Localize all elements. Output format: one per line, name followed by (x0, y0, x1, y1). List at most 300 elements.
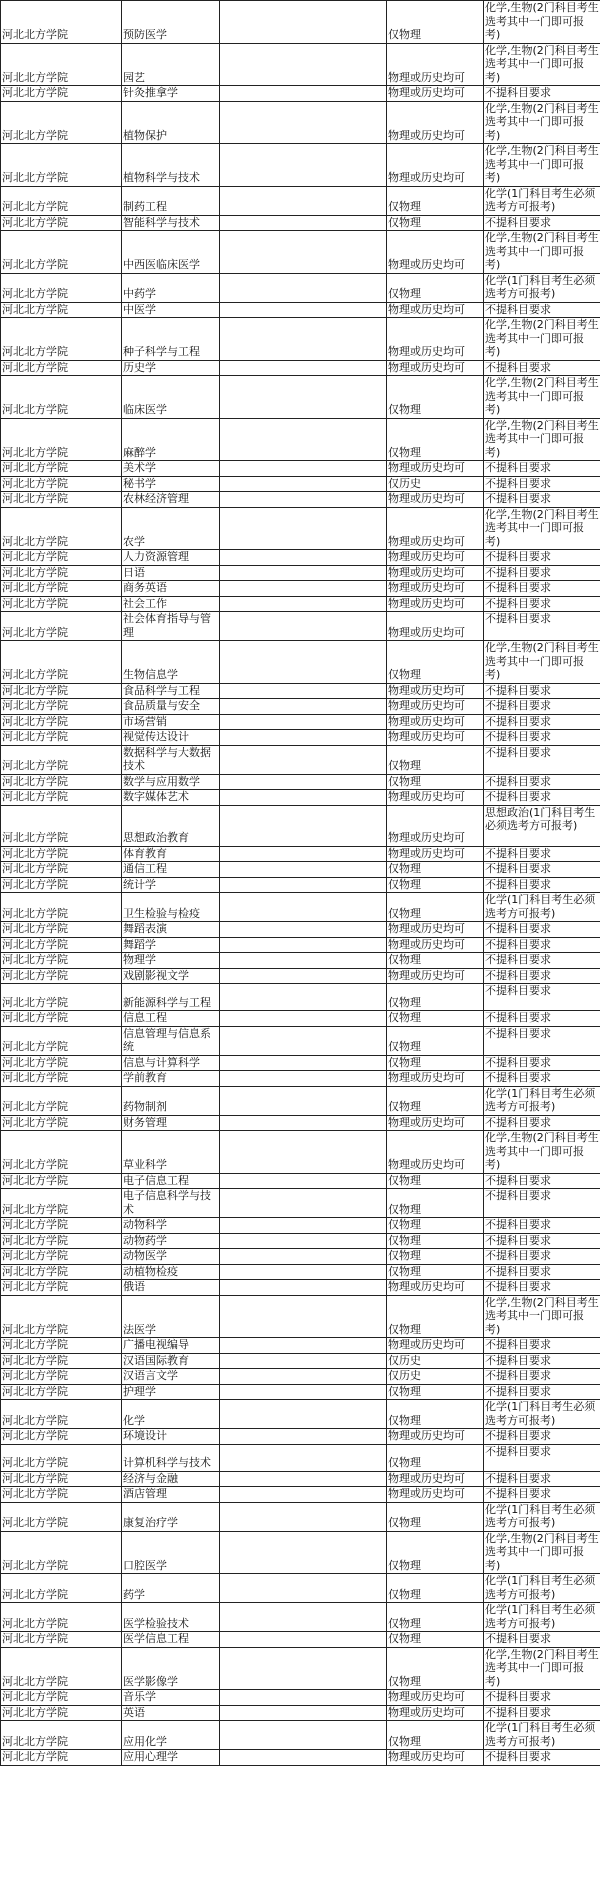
subject-cell: 仅物理 (387, 186, 484, 215)
empty-cell (220, 43, 387, 86)
empty-cell (220, 683, 387, 699)
school-cell: 河北北方学院 (1, 1280, 122, 1296)
empty-cell (220, 550, 387, 566)
major-cell: 物理学 (122, 953, 220, 969)
school-cell: 河北北方学院 (1, 86, 122, 102)
major-cell: 舞蹈学 (122, 937, 220, 953)
school-cell: 河北北方学院 (1, 596, 122, 612)
major-cell: 医学信息工程 (122, 1632, 220, 1648)
subject-cell: 物理或历史均可 (387, 846, 484, 862)
requirement-cell: 化学(1门科目考生必须选考方可报考) (484, 1400, 600, 1429)
table-row (1, 937, 600, 953)
major-cell: 新能源科学与工程 (122, 984, 220, 1011)
major-cell: 药学 (122, 1574, 220, 1603)
subject-cell: 仅物理 (387, 1086, 484, 1115)
major-cell: 历史学 (122, 360, 220, 376)
requirement-cell: 不提科目要求 (484, 1026, 600, 1055)
empty-cell (220, 1400, 387, 1429)
requirement-cell: 化学(1门科目考生必须选考方可报考) (484, 273, 600, 302)
subject-cell: 仅历史 (387, 476, 484, 492)
empty-cell (220, 922, 387, 938)
table-row (1, 550, 600, 566)
school-cell: 河北北方学院 (1, 215, 122, 231)
table-row (1, 1218, 600, 1234)
requirement-cell: 不提科目要求 (484, 699, 600, 715)
subject-cell: 仅物理 (387, 1233, 484, 1249)
empty-cell (220, 1055, 387, 1071)
major-cell: 商务英语 (122, 581, 220, 597)
subject-cell: 仅物理 (387, 1173, 484, 1189)
major-cell: 动物医学 (122, 1249, 220, 1265)
empty-cell (220, 968, 387, 984)
table-row (1, 1632, 600, 1648)
table-row (1, 1280, 600, 1296)
table-row (1, 1603, 600, 1632)
requirement-cell: 思想政治(1门科目考生必须选考方可报考) (484, 805, 600, 846)
major-cell: 社会工作 (122, 596, 220, 612)
empty-cell (220, 1429, 387, 1445)
subject-cell: 物理或历史均可 (387, 612, 484, 641)
table-row (1, 1369, 600, 1385)
school-cell: 河北北方学院 (1, 1750, 122, 1766)
subject-cell: 仅物理 (387, 273, 484, 302)
empty-cell (220, 1705, 387, 1721)
empty-cell (220, 1, 387, 44)
major-cell: 临床医学 (122, 376, 220, 419)
school-cell: 河北北方学院 (1, 273, 122, 302)
empty-cell (220, 1574, 387, 1603)
subject-cell: 物理或历史均可 (387, 86, 484, 102)
major-cell: 音乐学 (122, 1690, 220, 1706)
subject-cell: 物理或历史均可 (387, 43, 484, 86)
empty-cell (220, 1750, 387, 1766)
major-cell: 经济与金融 (122, 1471, 220, 1487)
major-cell: 应用化学 (122, 1721, 220, 1750)
requirement-cell: 不提科目要求 (484, 596, 600, 612)
empty-cell (220, 1471, 387, 1487)
requirement-cell: 不提科目要求 (484, 1280, 600, 1296)
school-cell: 河北北方学院 (1, 846, 122, 862)
empty-cell (220, 581, 387, 597)
school-cell: 河北北方学院 (1, 1632, 122, 1648)
empty-cell (220, 790, 387, 806)
subject-cell: 仅物理 (387, 1189, 484, 1218)
subject-cell: 仅物理 (387, 1026, 484, 1055)
table-row (1, 745, 600, 774)
major-cell: 市场营销 (122, 714, 220, 730)
subject-cell: 物理或历史均可 (387, 714, 484, 730)
major-cell: 汉语言文学 (122, 1369, 220, 1385)
school-cell: 河北北方学院 (1, 376, 122, 419)
empty-cell (220, 273, 387, 302)
school-cell: 河北北方学院 (1, 302, 122, 318)
major-cell: 口腔医学 (122, 1531, 220, 1574)
table-row (1, 774, 600, 790)
table-row (1, 1502, 600, 1531)
empty-cell (220, 1173, 387, 1189)
subject-cell: 物理或历史均可 (387, 565, 484, 581)
empty-cell (220, 984, 387, 1011)
requirement-cell: 不提科目要求 (484, 877, 600, 893)
school-cell: 河北北方学院 (1, 893, 122, 922)
school-cell: 河北北方学院 (1, 550, 122, 566)
requirement-cell: 化学,生物(2门科目考生选考其中一门即可报考) (485, 318, 599, 358)
school-cell: 河北北方学院 (1, 43, 122, 86)
major-cell: 日语 (122, 565, 220, 581)
requirement-cell: 化学,生物(2门科目考生选考其中一门即可报考) (485, 1531, 599, 1572)
subject-cell: 物理或历史均可 (387, 1487, 484, 1503)
subject-cell: 仅物理 (387, 745, 484, 774)
school-cell: 河北北方学院 (1, 683, 122, 699)
major-cell: 信息工程 (122, 1011, 220, 1027)
subject-cell: 仅物理 (387, 1295, 484, 1338)
major-cell: 人力资源管理 (122, 550, 220, 566)
requirement-cell: 不提科目要求 (484, 774, 600, 790)
subject-cell: 仅物理 (387, 1218, 484, 1234)
requirement-cell: 不提科目要求 (484, 612, 600, 641)
subject-cell: 物理或历史均可 (387, 1750, 484, 1766)
empty-cell (220, 1264, 387, 1280)
empty-cell (220, 1115, 387, 1131)
school-cell: 河北北方学院 (1, 1233, 122, 1249)
requirement-cell: 不提科目要求 (484, 846, 600, 862)
table-row (1, 215, 600, 231)
school-cell: 河北北方学院 (1, 1690, 122, 1706)
table-row (1, 922, 600, 938)
table-row (1, 273, 600, 302)
requirement-cell: 化学(1门科目考生必须选考方可报考) (484, 1502, 600, 1531)
table-row (1, 476, 600, 492)
school-cell: 河北北方学院 (1, 1603, 122, 1632)
empty-cell (220, 1444, 387, 1471)
requirement-cell: 化学,生物(2门科目考生选考其中一门即可报考) (485, 1295, 599, 1336)
school-cell: 河北北方学院 (1, 1055, 122, 1071)
major-cell: 法医学 (122, 1295, 220, 1338)
empty-cell (220, 893, 387, 922)
subject-cell: 仅物理 (387, 1632, 484, 1648)
subject-cell: 仅物理 (387, 1721, 484, 1750)
requirement-cell: 不提科目要求 (484, 1690, 600, 1706)
table-row (1, 641, 600, 684)
school-cell: 河北北方学院 (1, 1502, 122, 1531)
school-cell: 河北北方学院 (1, 968, 122, 984)
major-cell: 社会体育指导与管理 (122, 612, 220, 641)
school-cell: 河北北方学院 (1, 1705, 122, 1721)
school-cell: 河北北方学院 (1, 360, 122, 376)
requirement-cell: 不提科目要求 (484, 1071, 600, 1087)
table-row (1, 846, 600, 862)
subject-cell: 物理或历史均可 (387, 581, 484, 597)
requirement-cell: 不提科目要求 (484, 953, 600, 969)
empty-cell (220, 231, 387, 274)
table-row (1, 1487, 600, 1503)
empty-cell (220, 418, 387, 461)
major-cell: 数据科学与大数据技术 (122, 745, 220, 774)
requirement-cell: 化学(1门科目考生必须选考方可报考) (484, 1603, 600, 1632)
table-row (1, 461, 600, 477)
table-row (1, 1429, 600, 1445)
empty-cell (220, 86, 387, 102)
school-cell: 河北北方学院 (1, 1011, 122, 1027)
subject-cell: 物理或历史均可 (387, 1115, 484, 1131)
table-row (1, 144, 600, 187)
school-cell: 河北北方学院 (1, 1026, 122, 1055)
empty-cell (220, 1295, 387, 1338)
major-cell: 信息与计算科学 (122, 1055, 220, 1071)
empty-cell (220, 1086, 387, 1115)
subject-cell: 仅物理 (387, 1264, 484, 1280)
requirement-cell: 不提科目要求 (484, 984, 600, 1011)
major-cell: 通信工程 (122, 862, 220, 878)
table-row (1, 1531, 600, 1574)
subject-cell: 物理或历史均可 (387, 1071, 484, 1087)
requirement-cell: 不提科目要求 (484, 1055, 600, 1071)
subject-cell: 物理或历史均可 (387, 922, 484, 938)
major-cell: 医学影像学 (122, 1647, 220, 1690)
school-cell: 河北北方学院 (1, 101, 122, 144)
subject-cell: 仅物理 (387, 1400, 484, 1429)
subject-cell: 仅物理 (387, 1531, 484, 1574)
subject-cell: 仅物理 (387, 877, 484, 893)
table-row (1, 1471, 600, 1487)
school-cell: 河北北方学院 (1, 507, 122, 550)
requirement-cell: 不提科目要求 (484, 1353, 600, 1369)
major-cell: 数字媒体艺术 (122, 790, 220, 806)
empty-cell (220, 144, 387, 187)
major-cell: 视觉传达设计 (122, 730, 220, 746)
major-cell: 智能科学与技术 (122, 215, 220, 231)
subject-cell: 仅物理 (387, 953, 484, 969)
requirement-cell: 不提科目要求 (484, 1384, 600, 1400)
school-cell: 河北北方学院 (1, 492, 122, 508)
empty-cell (220, 1353, 387, 1369)
subject-cell: 物理或历史均可 (387, 699, 484, 715)
school-cell: 河北北方学院 (1, 714, 122, 730)
major-cell: 植物科学与技术 (122, 144, 220, 187)
subject-cell: 物理或历史均可 (387, 596, 484, 612)
subject-cell: 仅物理 (387, 1055, 484, 1071)
table-row (1, 1750, 600, 1766)
requirement-cell: 不提科目要求 (484, 745, 600, 774)
empty-cell (220, 215, 387, 231)
major-cell: 农林经济管理 (122, 492, 220, 508)
major-cell: 酒店管理 (122, 1487, 220, 1503)
subject-cell: 物理或历史均可 (387, 790, 484, 806)
requirement-cell: 不提科目要求 (484, 1750, 600, 1766)
requirement-cell: 化学,生物(2门科目考生选考其中一门即可报考) (485, 1, 599, 41)
school-cell: 河北北方学院 (1, 805, 122, 846)
table-row (1, 418, 600, 461)
subject-cell: 物理或历史均可 (387, 1131, 484, 1174)
table-row (1, 1444, 600, 1471)
major-cell: 动物药学 (122, 1233, 220, 1249)
table-row (1, 893, 600, 922)
empty-cell (220, 101, 387, 144)
table-row (1, 1189, 600, 1218)
empty-cell (220, 730, 387, 746)
table-body (1, 1, 600, 1766)
school-cell: 河北北方学院 (1, 1189, 122, 1218)
empty-cell (220, 186, 387, 215)
empty-cell (220, 376, 387, 419)
subject-cell: 仅物理 (387, 641, 484, 684)
requirement-cell: 不提科目要求 (484, 730, 600, 746)
requirement-cell: 不提科目要求 (484, 492, 600, 508)
table-row (1, 1721, 600, 1750)
major-cell: 康复治疗学 (122, 1502, 220, 1531)
requirement-cell: 不提科目要求 (484, 86, 600, 102)
empty-cell (220, 1487, 387, 1503)
subject-cell: 仅物理 (387, 1647, 484, 1690)
major-cell: 卫生检验与检疫 (122, 893, 220, 922)
requirement-cell: 不提科目要求 (484, 937, 600, 953)
requirement-cell: 化学,生物(2门科目考生选考其中一门即可报考) (485, 231, 599, 271)
requirement-cell: 不提科目要求 (484, 1471, 600, 1487)
school-cell: 河北北方学院 (1, 1131, 122, 1174)
school-cell: 河北北方学院 (1, 1647, 122, 1690)
major-cell: 草业科学 (122, 1131, 220, 1174)
table-row (1, 302, 600, 318)
empty-cell (220, 641, 387, 684)
subject-cell: 物理或历史均可 (387, 1471, 484, 1487)
table-row (1, 1011, 600, 1027)
empty-cell (220, 565, 387, 581)
school-cell: 河北北方学院 (1, 565, 122, 581)
subject-cell: 仅物理 (387, 1603, 484, 1632)
subject-cell: 物理或历史均可 (387, 507, 484, 550)
table-row (1, 1115, 600, 1131)
school-cell: 河北北方学院 (1, 922, 122, 938)
subject-cell: 物理或历史均可 (387, 318, 484, 361)
major-cell: 动植物检疫 (122, 1264, 220, 1280)
major-cell: 麻醉学 (122, 418, 220, 461)
empty-cell (220, 774, 387, 790)
school-cell: 河北北方学院 (1, 1429, 122, 1445)
subject-cell: 物理或历史均可 (387, 805, 484, 846)
requirement-cell: 不提科目要求 (484, 1011, 600, 1027)
table-row (1, 862, 600, 878)
school-cell: 河北北方学院 (1, 745, 122, 774)
subject-cell: 仅物理 (387, 1, 484, 44)
table-row (1, 1026, 600, 1055)
empty-cell (220, 507, 387, 550)
requirement-cell: 不提科目要求 (484, 1487, 600, 1503)
table-row (1, 1338, 600, 1354)
school-cell: 河北北方学院 (1, 1338, 122, 1354)
requirement-cell: 不提科目要求 (484, 550, 600, 566)
major-cell: 信息管理与信息系统 (122, 1026, 220, 1055)
school-cell: 河北北方学院 (1, 418, 122, 461)
table-row (1, 318, 600, 361)
table-row (1, 612, 600, 641)
major-cell: 英语 (122, 1705, 220, 1721)
empty-cell (220, 1218, 387, 1234)
school-cell: 河北北方学院 (1, 1444, 122, 1471)
requirement-cell: 不提科目要求 (484, 476, 600, 492)
school-cell: 河北北方学院 (1, 774, 122, 790)
empty-cell (220, 612, 387, 641)
school-cell: 河北北方学院 (1, 699, 122, 715)
empty-cell (220, 596, 387, 612)
school-cell: 河北北方学院 (1, 1531, 122, 1574)
empty-cell (220, 699, 387, 715)
table-row (1, 1, 600, 44)
table-row (1, 507, 600, 550)
school-cell: 河北北方学院 (1, 1369, 122, 1385)
requirement-cell: 化学,生物(2门科目考生选考其中一门即可报考) (485, 418, 599, 459)
school-cell: 河北北方学院 (1, 1353, 122, 1369)
empty-cell (220, 360, 387, 376)
requirement-cell: 化学(1门科目考生必须选考方可报考) (484, 186, 600, 215)
major-cell: 思想政治教育 (122, 805, 220, 846)
school-cell: 河北北方学院 (1, 877, 122, 893)
table-row (1, 1071, 600, 1087)
table-row (1, 1574, 600, 1603)
subject-cell: 仅历史 (387, 1353, 484, 1369)
major-cell: 财务管理 (122, 1115, 220, 1131)
school-cell: 河北北方学院 (1, 1400, 122, 1429)
empty-cell (220, 1369, 387, 1385)
school-cell: 河北北方学院 (1, 790, 122, 806)
subject-cell: 物理或历史均可 (387, 550, 484, 566)
school-cell: 河北北方学院 (1, 1115, 122, 1131)
table-row (1, 1647, 600, 1690)
table-row (1, 360, 600, 376)
table-row (1, 699, 600, 715)
empty-cell (220, 1603, 387, 1632)
subject-cell: 物理或历史均可 (387, 461, 484, 477)
major-cell: 应用心理学 (122, 1750, 220, 1766)
subject-cell: 物理或历史均可 (387, 360, 484, 376)
school-cell: 河北北方学院 (1, 186, 122, 215)
table-row (1, 1055, 600, 1071)
table-row (1, 968, 600, 984)
requirement-cell: 化学(1门科目考生必须选考方可报考) (484, 1086, 600, 1115)
school-cell: 河北北方学院 (1, 1487, 122, 1503)
school-cell: 河北北方学院 (1, 612, 122, 641)
major-cell: 体育教育 (122, 846, 220, 862)
empty-cell (220, 1721, 387, 1750)
school-cell: 河北北方学院 (1, 1, 122, 44)
requirement-cell: 不提科目要求 (484, 1632, 600, 1648)
empty-cell (220, 745, 387, 774)
table-row (1, 596, 600, 612)
requirement-cell: 化学,生物(2门科目考生选考其中一门即可报考) (485, 144, 599, 184)
subject-cell: 仅物理 (387, 774, 484, 790)
school-cell: 河北北方学院 (1, 476, 122, 492)
empty-cell (220, 1011, 387, 1027)
empty-cell (220, 846, 387, 862)
major-cell: 舞蹈表演 (122, 922, 220, 938)
requirement-cell: 化学,生物(2门科目考生选考其中一门即可报考) (485, 376, 599, 416)
major-cell: 针灸推拿学 (122, 86, 220, 102)
major-cell: 中药学 (122, 273, 220, 302)
major-cell: 植物保护 (122, 101, 220, 144)
major-cell: 广播电视编导 (122, 1338, 220, 1354)
subject-cell: 物理或历史均可 (387, 1280, 484, 1296)
subject-cell: 仅物理 (387, 1574, 484, 1603)
requirement-cell: 不提科目要求 (484, 1189, 600, 1218)
major-cell: 统计学 (122, 877, 220, 893)
school-cell: 河北北方学院 (1, 1071, 122, 1087)
table-row (1, 683, 600, 699)
empty-cell (220, 1233, 387, 1249)
table-row (1, 1353, 600, 1369)
requirement-cell: 化学,生物(2门科目考生选考其中一门即可报考) (485, 641, 599, 681)
school-cell: 河北北方学院 (1, 1295, 122, 1338)
requirement-cell: 不提科目要求 (484, 215, 600, 231)
empty-cell (220, 714, 387, 730)
